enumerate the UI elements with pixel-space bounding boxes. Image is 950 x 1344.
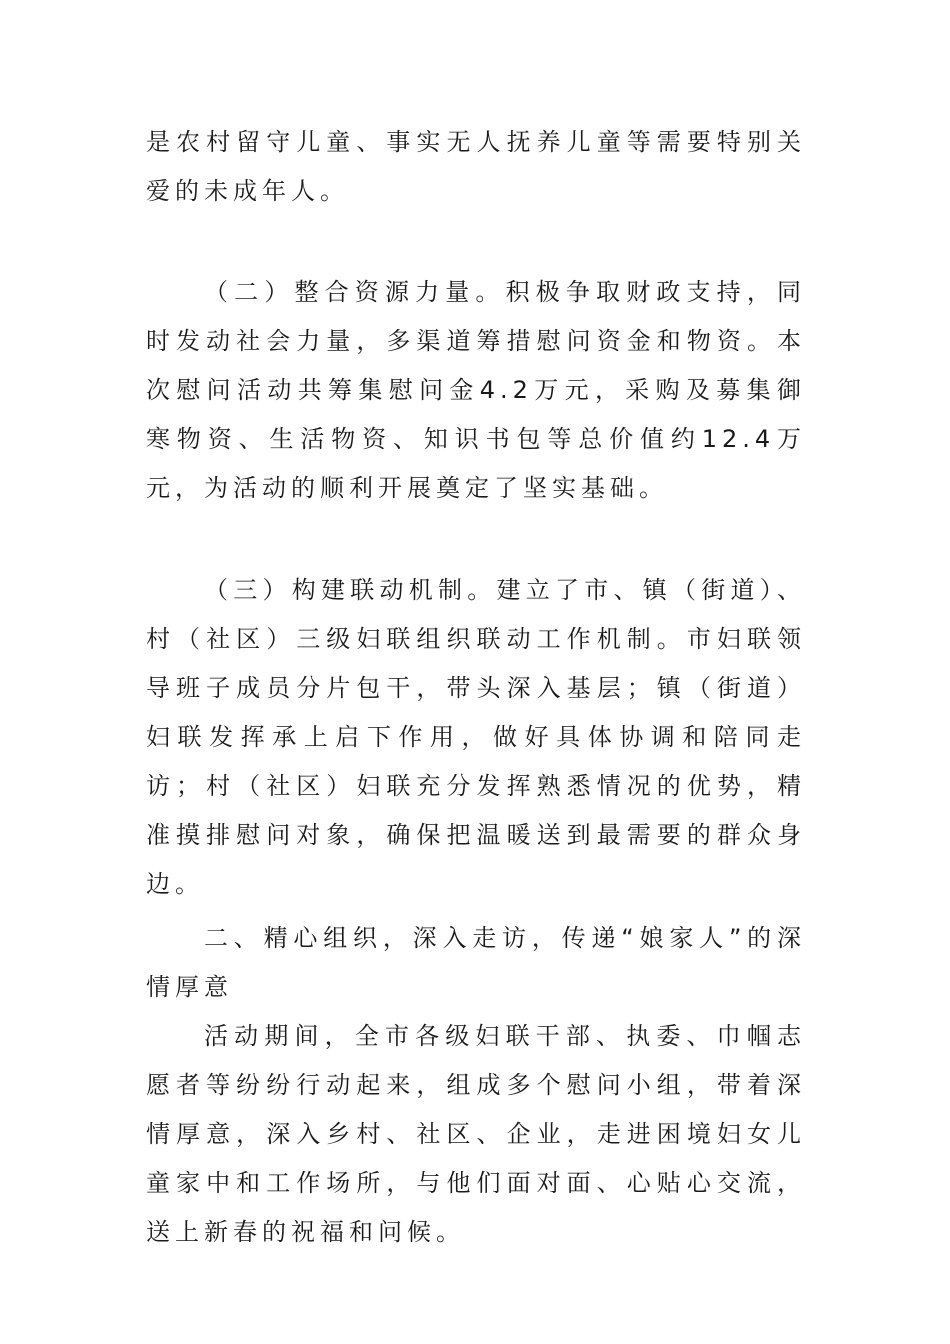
paragraph-activity-period: 活动期间，全市各级妇联干部、执委、巾帼志愿者等纷纷行动起来，组成多个慰问小组，带着深情厚意，深入乡村、社区、企业，走进困境妇女儿童家中和工作场所，与他们面对面、心贴心交流，送上新春的祝福和问候。 <box>146 1022 806 1246</box>
paragraph-integrate-resources: （二）整合资源力量。积极争取财政支持，同时发动社会力量，多渠道筹措慰问资金和物资。本次慰问活动共筹集慰问金4.2万元，采购及募集御寒物资、生活物资、知识书包等总价值约12.4万元，为活动的顺利开展奠定了坚实基础。 <box>146 278 806 502</box>
section-heading-two: 二、精心组织，深入走访，传递“娘家人”的深情厚意 <box>146 924 806 1001</box>
paragraph-continuation: 是农村留守儿童、事实无人抚养儿童等需要特别关爱的未成年人。 <box>146 128 806 205</box>
paragraph-linkage-mechanism: （三）构建联动机制。建立了市、镇（街道）、村（社区）三级妇联组织联动工作机制。市妇联领导班子成员分片包干，带头深入基层；镇（街道）妇联发挥承上启下作用，做好具体协调和陪同走访；村（社区）妇联充分发挥熟悉情况的优势，精准摸排慰问对象，确保把温暖送到最需要的群众身边。 <box>146 576 806 898</box>
